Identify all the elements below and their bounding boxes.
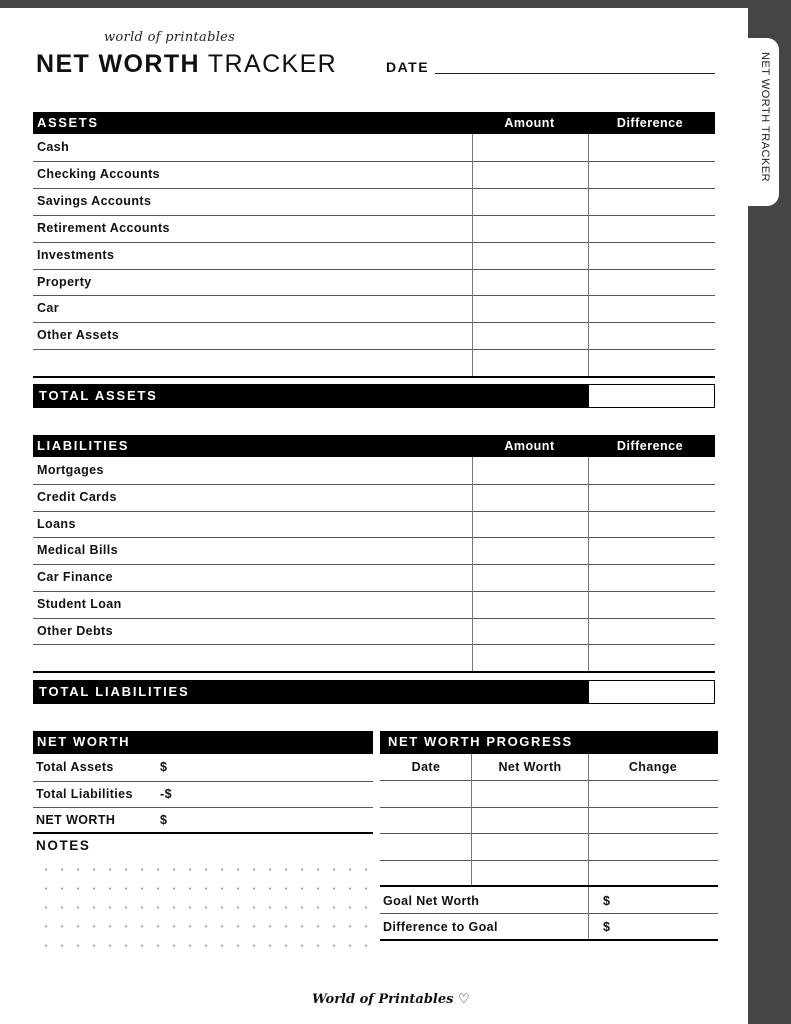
table-row-label: Other Debts xyxy=(37,623,113,638)
total-liabilities-bar: TOTAL LIABILITIES xyxy=(33,680,589,704)
net-worth-row-label: Total Liabilities xyxy=(36,786,133,801)
assets-heading: ASSETS xyxy=(37,115,99,130)
progress-change-cell[interactable] xyxy=(589,861,718,887)
amount-cell[interactable] xyxy=(473,242,588,269)
assets-table-bottom-rule xyxy=(33,376,715,378)
table-row-label: Other Assets xyxy=(37,328,120,343)
column-divider xyxy=(588,457,589,671)
notes-label: NOTES xyxy=(36,838,91,853)
table-row-label: Car Finance xyxy=(37,570,113,584)
difference-cell[interactable] xyxy=(589,537,715,564)
difference-cell[interactable] xyxy=(589,484,715,511)
liabilities-col-difference: Difference xyxy=(616,439,684,453)
table-row-label: Retirement Accounts xyxy=(37,220,170,235)
assets-header-bar xyxy=(33,112,715,134)
difference-cell[interactable] xyxy=(589,618,715,645)
difference-cell[interactable] xyxy=(589,269,715,296)
amount-cell[interactable] xyxy=(473,591,588,618)
progress-date-cell[interactable] xyxy=(380,861,472,887)
column-divider xyxy=(471,754,472,885)
page-title xyxy=(36,50,337,79)
title-bold: NET WORTH xyxy=(36,50,200,78)
difference-cell[interactable] xyxy=(589,457,715,484)
amount-cell[interactable] xyxy=(473,457,588,484)
amount-cell[interactable] xyxy=(473,537,588,564)
table-row-label: Student Loan xyxy=(37,596,122,611)
goal-value-field[interactable] xyxy=(616,887,718,912)
difference-cell[interactable] xyxy=(589,215,715,242)
difference-cell[interactable] xyxy=(589,322,715,349)
liabilities-col-amount: Amount xyxy=(504,439,555,453)
table-row-label: Savings Accounts xyxy=(37,193,152,208)
table-row-label: Mortgages xyxy=(37,463,104,477)
progress-header-bar: NET WORTH PROGRESS xyxy=(380,731,718,754)
liabilities-header-bar xyxy=(33,435,715,457)
title-light: TRACKER xyxy=(207,50,338,78)
progress-change-cell[interactable] xyxy=(589,781,718,807)
net-worth-header-bar: NET WORTH xyxy=(33,731,373,754)
amount-cell[interactable] xyxy=(473,484,588,511)
table-row-label: Car xyxy=(37,301,60,316)
table-row-label: Credit Cards xyxy=(37,489,117,504)
footer-brand-logo: World of Printables ♡ xyxy=(312,992,470,1007)
goal-bottom-rule xyxy=(380,939,718,941)
amount-cell[interactable] xyxy=(473,161,588,188)
progress-net-worth-cell[interactable] xyxy=(473,834,588,860)
net-worth-row-label: Total Assets xyxy=(36,760,114,774)
difference-cell[interactable] xyxy=(589,591,715,618)
progress-col-net-worth: Net Worth xyxy=(498,760,562,774)
goal-row-label: Difference to Goal xyxy=(383,920,498,934)
currency-prefix: $ xyxy=(160,813,168,828)
amount-cell[interactable] xyxy=(473,564,588,591)
currency-prefix: $ xyxy=(160,760,168,774)
progress-col-change: Change xyxy=(628,760,678,774)
column-divider xyxy=(588,754,589,885)
progress-net-worth-cell[interactable] xyxy=(473,861,588,887)
difference-cell[interactable] xyxy=(589,242,715,269)
progress-change-cell[interactable] xyxy=(589,834,718,860)
assets-col-difference: Difference xyxy=(616,116,684,130)
amount-cell[interactable] xyxy=(473,269,588,296)
total-liabilities-field[interactable] xyxy=(588,680,715,704)
goal-row-label: Goal Net Worth xyxy=(383,894,480,908)
difference-cell[interactable] xyxy=(589,564,715,591)
net-worth-bottom-rule xyxy=(33,832,373,834)
notes-dot-grid[interactable] xyxy=(38,860,374,960)
progress-change-cell[interactable] xyxy=(589,808,718,834)
total-assets-field[interactable] xyxy=(588,384,715,408)
brand-script-logo: world of printables xyxy=(104,30,236,45)
net-worth-row-label: NET WORTH xyxy=(36,813,116,828)
currency-prefix: -$ xyxy=(160,786,172,801)
date-label: DATE xyxy=(386,59,430,75)
amount-cell[interactable] xyxy=(473,322,588,349)
goal-value-field[interactable] xyxy=(616,913,718,938)
difference-cell[interactable] xyxy=(589,295,715,322)
total-assets-bar: TOTAL ASSETS xyxy=(33,384,589,408)
net-worth-value-field[interactable] xyxy=(180,807,373,833)
table-row-label: Medical Bills xyxy=(37,543,118,558)
difference-cell[interactable] xyxy=(589,644,715,671)
column-divider xyxy=(472,457,473,671)
amount-cell[interactable] xyxy=(473,511,588,538)
difference-cell[interactable] xyxy=(589,511,715,538)
progress-date-cell[interactable] xyxy=(380,834,472,860)
column-divider xyxy=(588,134,589,376)
assets-col-amount: Amount xyxy=(504,116,555,130)
table-row-label: Cash xyxy=(37,140,70,154)
progress-net-worth-cell[interactable] xyxy=(473,808,588,834)
side-tab-label: NET WORTH TRACKER xyxy=(759,52,771,183)
table-row-label: Investments xyxy=(37,247,115,262)
amount-cell[interactable] xyxy=(473,188,588,215)
liabilities-heading: LIABILITIES xyxy=(37,438,129,453)
liabilities-table-bottom-rule xyxy=(33,671,715,673)
progress-net-worth-cell[interactable] xyxy=(473,781,588,807)
difference-cell[interactable] xyxy=(589,349,715,376)
currency-prefix: $ xyxy=(603,894,611,908)
amount-cell[interactable] xyxy=(473,295,588,322)
column-divider xyxy=(588,887,589,939)
column-divider xyxy=(472,134,473,376)
difference-cell[interactable] xyxy=(589,188,715,215)
date-field-line[interactable] xyxy=(435,73,715,74)
net-worth-value-field[interactable] xyxy=(180,754,373,780)
net-worth-value-field[interactable] xyxy=(180,781,373,807)
table-row-label: Checking Accounts xyxy=(37,166,161,181)
table-row-label: Loans xyxy=(37,516,76,531)
difference-cell[interactable] xyxy=(589,161,715,188)
table-row-label: Property xyxy=(37,274,92,289)
amount-cell[interactable] xyxy=(473,134,588,161)
amount-cell[interactable] xyxy=(473,618,588,645)
progress-date-cell[interactable] xyxy=(380,808,472,834)
progress-col-date: Date xyxy=(411,760,441,774)
difference-cell[interactable] xyxy=(589,134,715,161)
amount-cell[interactable] xyxy=(473,215,588,242)
amount-cell[interactable] xyxy=(473,644,588,671)
currency-prefix: $ xyxy=(603,920,611,934)
progress-date-cell[interactable] xyxy=(380,781,472,807)
amount-cell[interactable] xyxy=(473,349,588,376)
